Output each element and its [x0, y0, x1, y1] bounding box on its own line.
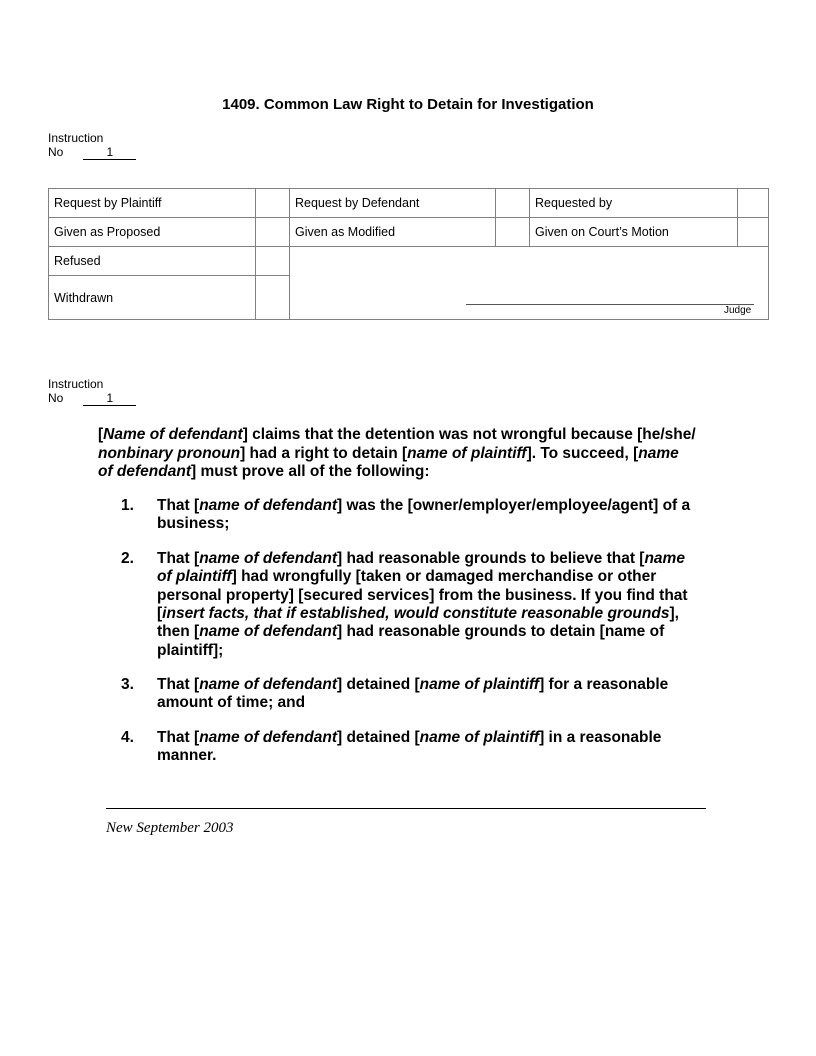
text-line	[157, 587, 688, 605]
text-line	[157, 550, 685, 568]
text-line	[157, 497, 690, 515]
text-line	[157, 729, 661, 747]
instruction-label: Instruction	[48, 377, 104, 391]
text-segment: ] must prove all of the following:	[191, 463, 430, 480]
text-line	[157, 623, 664, 641]
placeholder-text: nonbinary pronoun	[98, 444, 241, 462]
text-line	[98, 426, 696, 444]
requested-by-box[interactable]	[738, 189, 769, 218]
text-segment: ] for a reasonable	[539, 676, 669, 693]
text-line	[157, 605, 679, 623]
instruction-number: 1	[83, 392, 136, 406]
placeholder-text: name	[638, 444, 679, 462]
judge-signature-line[interactable]	[466, 304, 754, 305]
instruction-label: Instruction	[48, 131, 104, 145]
instruction-number-block	[48, 377, 136, 406]
text-segment: personal property] [secured services] from the business. If you find that	[157, 586, 688, 604]
given-as-proposed-label: Given as Proposed	[49, 218, 256, 247]
withdrawn-label: Withdrawn	[49, 276, 256, 320]
placeholder-text: name of defendant	[199, 729, 337, 746]
placeholder-text: name	[644, 550, 685, 567]
text-line	[98, 463, 430, 481]
list-item-number: 4.	[121, 729, 134, 746]
text-segment: [	[98, 426, 104, 443]
revision-note: New September 2003	[106, 820, 234, 836]
placeholder-text: of defendant	[98, 463, 191, 480]
text-segment: then [	[157, 623, 200, 641]
placeholder-text: insert facts, that if established, would constitute reasonable grounds	[162, 604, 670, 622]
placeholder-text: Name of defendant	[103, 426, 243, 443]
request-by-plaintiff-label: Request by Plaintiff	[49, 189, 256, 218]
page-title: 1409. Common Law Right to Detain for Investigation	[222, 96, 594, 113]
list-item-number: 1.	[121, 497, 134, 514]
footer-divider	[106, 808, 706, 809]
text-segment: plaintiff];	[157, 641, 224, 659]
withdrawn-box[interactable]	[256, 276, 290, 320]
text-line	[157, 694, 305, 712]
refused-box[interactable]	[256, 247, 290, 276]
request-by-defendant-box[interactable]	[496, 189, 530, 218]
request-table	[48, 188, 769, 320]
text-segment: That [	[157, 729, 200, 746]
text-segment: That [	[157, 676, 200, 693]
text-segment: amount of time; and	[157, 694, 306, 712]
text-segment: ] detained [	[336, 676, 420, 693]
given-on-courts-motion-label: Given on Court’s Motion	[530, 218, 738, 247]
text-line	[157, 642, 223, 660]
refused-label: Refused	[49, 247, 256, 276]
instruction-number: 1	[83, 146, 136, 160]
text-segment: ] had reasonable grounds to detain [name of	[336, 623, 665, 641]
text-segment: ],	[669, 604, 679, 622]
placeholder-text: name of defendant	[199, 623, 337, 641]
text-line	[157, 747, 216, 765]
request-by-plaintiff-box[interactable]	[256, 189, 290, 218]
text-segment: ] was the [owner/employer/employee/agent] of a	[336, 497, 691, 514]
text-segment: manner.	[157, 747, 217, 765]
given-as-modified-label: Given as Modified	[290, 218, 496, 247]
no-label: No	[48, 145, 64, 159]
no-label: No	[48, 391, 64, 405]
text-segment: ] claims that the detention was not wrongful because [he/she/	[242, 426, 696, 443]
requested-by-label: Requested by	[530, 189, 738, 218]
placeholder-text: name of plaintiff	[407, 444, 527, 462]
placeholder-text: name of defendant	[199, 497, 337, 514]
given-as-proposed-box[interactable]	[256, 218, 290, 247]
text-segment: ]. To succeed, [	[526, 444, 639, 462]
request-by-defendant-label: Request by Defendant	[290, 189, 496, 218]
instruction-number-block-top	[48, 131, 136, 160]
text-line	[157, 676, 668, 694]
judge-signature-area	[290, 247, 769, 320]
text-segment: [	[157, 604, 163, 622]
text-segment: ] detained [	[336, 729, 420, 746]
text-segment: That [	[157, 497, 200, 514]
list-item-number: 3.	[121, 676, 134, 693]
text-line	[157, 568, 656, 586]
text-segment: That [	[157, 550, 200, 567]
judge-label: Judge	[724, 305, 752, 316]
list-item-number: 2.	[121, 550, 134, 567]
placeholder-text: of plaintiff	[157, 568, 232, 586]
placeholder-text: name of plaintiff	[419, 676, 540, 693]
text-segment: ] had a right to detain [	[240, 444, 408, 462]
text-line	[98, 445, 679, 463]
text-segment: ] had wrongfully [taken or damaged merchandise or other	[231, 568, 657, 586]
text-segment: ] in a reasonable	[539, 729, 662, 746]
text-segment: ] had reasonable grounds to believe that [	[336, 550, 645, 567]
given-as-modified-box[interactable]	[496, 218, 530, 247]
given-on-courts-motion-box[interactable]	[738, 218, 769, 247]
placeholder-text: name of plaintiff	[419, 729, 540, 746]
placeholder-text: name of defendant	[199, 550, 337, 567]
text-segment: business;	[157, 515, 230, 533]
placeholder-text: name of defendant	[199, 676, 337, 693]
text-line	[157, 515, 229, 533]
